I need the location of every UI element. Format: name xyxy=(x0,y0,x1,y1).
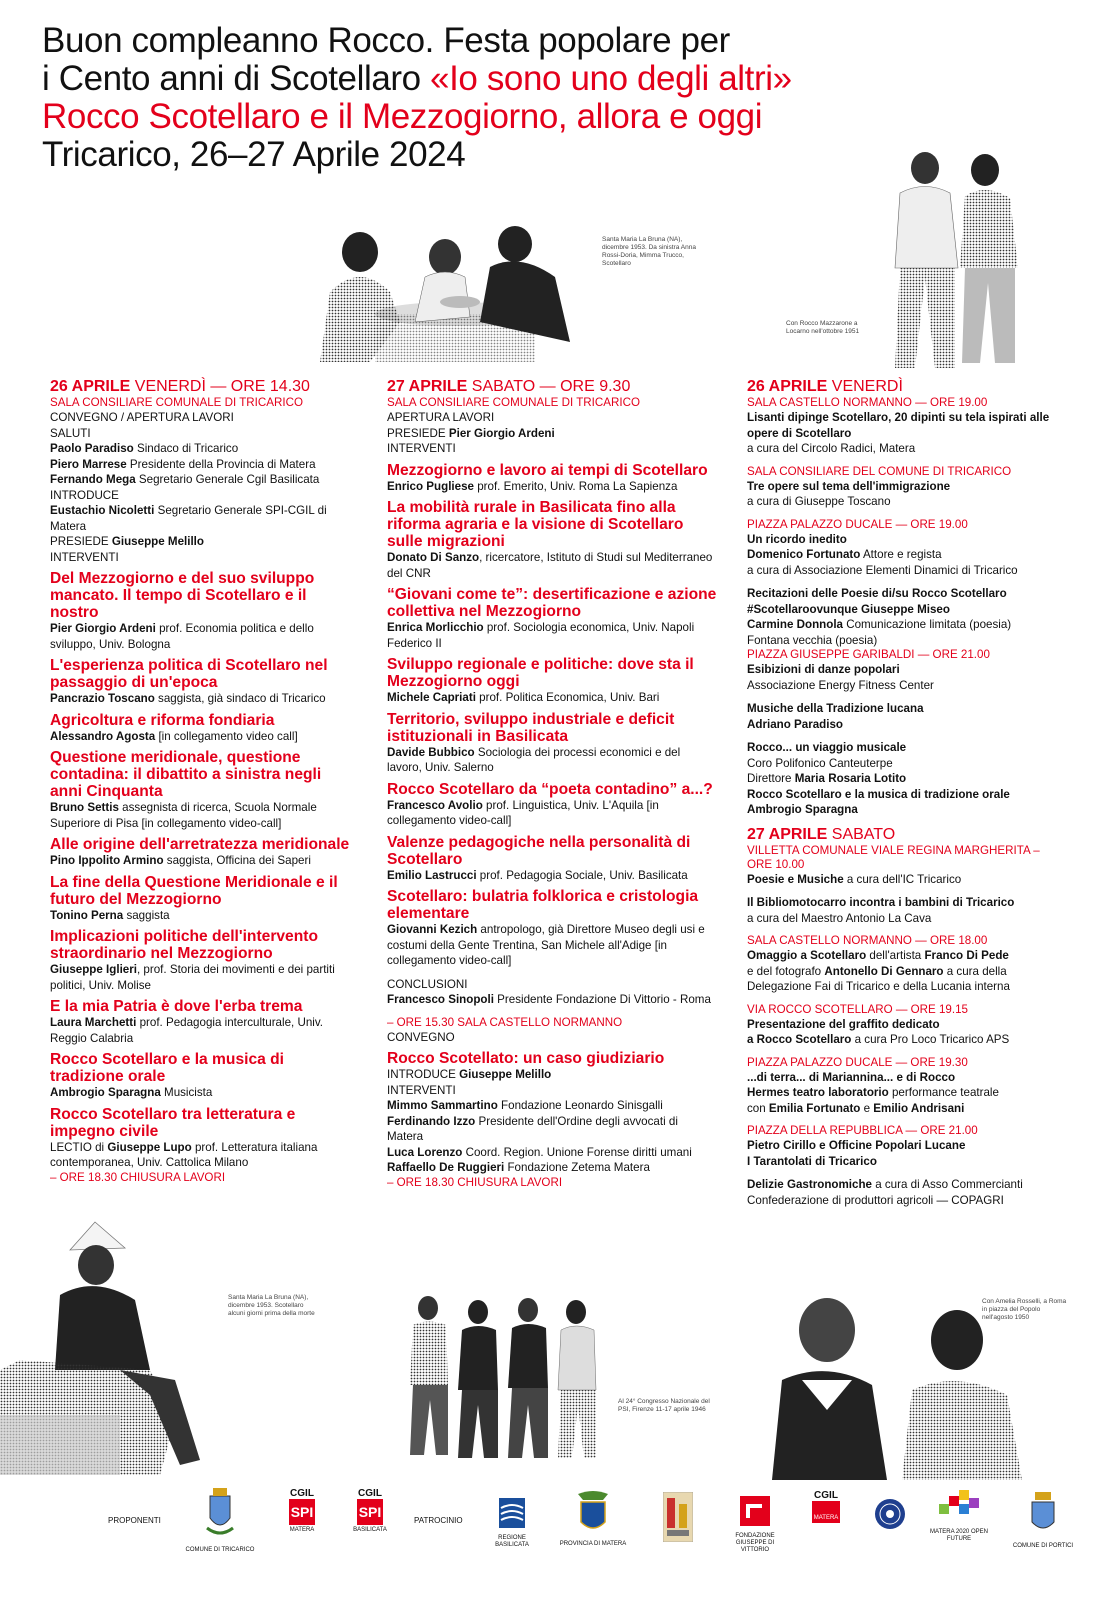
talk-title: Scotellaro: bulatria folklorica e cristologia elementare xyxy=(387,888,699,922)
talk-title: Valenze pedagogiche nella personalità di Scotellaro xyxy=(387,833,691,868)
event-title: Rocco Scotellaro e la musica di tradizione orale xyxy=(747,787,1010,801)
venue: SALA CONSILIARE DEL COMUNE DI TRICARICO xyxy=(747,464,1012,478)
venue: SALA CASTELLO NORMANNO — ORE 18.00 xyxy=(747,934,988,947)
logo-fondazione-di-vittorio: FONDAZIONE GIUSEPPE DI VITTORIO xyxy=(726,1496,784,1554)
talk-title: Agricoltura e riforma fondiaria xyxy=(50,711,275,729)
event-title: Recitazioni delle Poesie di/su Rocco Scotellaro xyxy=(747,587,1007,600)
program-column-april-26: 26 APRILE VENERDÌ — ORE 14.30 SALA CONSILIARE COMUNALE DI TRICARICO CONVEGNO / APERTURA LAVORI SALUTI Paolo Paradiso Sindaco di Tricarico Piero Marrese Presidente della Provincia di Matera Fernando Mega Segretario Generale Cgil Basilicata INTRODUCE Eustachio Nicoletti Segretario Generale SPI-CGIL di Matera PRESIEDE Giuseppe Melillo INTERVENTI Del Mezzogiorno e del suo sviluppo mancato. Il tempo di Scotellaro e il nostro Pier Giorgio Ardeni prof. Economia politica e dello sviluppo, Univ. Bologna L'esperienza politica di Scotellaro nel passaggio di un'epoca Pancrazio Toscano saggista, già sindaco di Tricarico Agricoltura e riforma fondiaria Alessandro Agosta [in collegamento video call] Questione meridionale, questione contadina: il dibattito a sinistra negli anni Cinquanta Bruno Settis assegnista di ricerca, Scuola Normale Superiore di Pisa [in collegamento video-call] Alle origine dell'arretratezza meridionale Pino Ippolito Armino saggista, Officina dei Saperi La fine della Questione Meridionale e il futuro del Mezzogiorno Tonino Perna saggista Implicazioni politiche dell'intervento straordinario nel Mezzogiorno Giuseppe Iglieri, prof. Storia dei movimenti e dei partiti politici, Univ. Molise E la mia Patria è dove l'erba trema Laura Marchetti prof. Pedagogia interculturale, Univ. Reggio Calabria Rocco Scotellaro e la musica di tradizione orale Ambrogio Sparagna Musicista Rocco Scotellaro tra letteratura e impegno civile LECTIO di Giuseppe Lupo prof. Letteratura italiana contemporanea, Univ. Cattolica Milano – ORE 18.30 CHIUSURA LAVORI xyxy=(50,378,355,1185)
venue: PIAZZA PALAZZO DUCALE — ORE 19.30 xyxy=(747,1055,968,1069)
event-title: Tre opere sul tema dell'immigrazione xyxy=(747,479,951,493)
day-heading: 26 APRILE VENERDÌ xyxy=(747,378,903,395)
caption-photo-5: Con Amelia Rosselli, a Roma in piazza del Popolo nell'agosto 1950 xyxy=(982,1298,1067,1321)
crest-icon xyxy=(205,1488,235,1540)
caption-photo-3: Santa Maria La Bruna (NA), dicembre 1953. Scotellaro alcuni giorni prima della morte xyxy=(228,1294,315,1317)
speaker: Piero Marrese Presidente della Provincia di Matera xyxy=(50,457,316,471)
crest-icon xyxy=(573,1490,613,1534)
speaker: Bruno Settis assegnista di ricerca, Scuola Normale Superiore di Pisa [in collegamento video-call] xyxy=(50,801,317,830)
photo-table-group xyxy=(310,222,595,362)
footer-logos xyxy=(0,1478,1120,1588)
events-column: 26 APRILE VENERDÌ SALA CASTELLO NORMANNO — ORE 19.00 Lisanti dipinge Scotellaro, 20 dipinti su tela ispirati alle opere di Scotellaro a cura del Circolo Radici, Matera SALA CONSILIARE DEL COMUNE DI TRICARICO Tre opere sul tema dell'immigrazione a cura di Giuseppe Toscano PIAZZA PALAZZO DUCALE — ORE 19.00 Un ricordo inedito Domenico Fortunato Attore e regista a cura di Associazione Elementi Dinamici di Tricarico Recitazioni delle Poesie di/su Rocco Scotellaro #Scotellaroovunque Giuseppe Miseo Carmine Donnola Comunicazione limitata (poesia) Fontana vecchia (poesia) PIAZZA GIUSEPPE GARIBALDI — ORE 21.00 Esibizioni di danze popolari Associazione Energy Fitness Center Musiche della Tradizione lucana Adriano Paradiso Rocco... un viaggio musicale Coro Polifonico Canteuterpe Direttore Maria Rosaria Lotito Rocco Scotellaro e la musica di tradizione orale Ambrogio Sparagna 27 APRILE SABATO VILLETTA COMUNALE VIALE REGINA MARGHERITA – ORE 10.00 Poesie e Musiche a cura dell'IC Tricarico Il Bibliomotocarro incontra i bambini di Tricarico a cura del Maestro Antonio La Cava SALA CASTELLO NORMANNO — ORE 18.00 Omaggio a Scotellaro dell'artista Franco Di Pede e del fotografo Antonello Di Gennaro a cura della Delegazione Fai di Tricarico e della Lucania interna VIA ROCCO SCOTELLARO — ORE 19.15 Presentazione del graffito dedicato a Rocco Scotellaro a cura Pro Loco Tricarico APS PIAZZA PALAZZO DUCALE — ORE 19.30 ...di terra... di Mariannina... e di Rocco Hermes teatro laboratorio performance teatrale con Emilia Fortunato e Emilio Andrisani PIAZZA DELLA REPUBBLICA — ORE 21.00 Pietro Cirillo e Officine Popolari Lucane I Tarantolati di Tricarico Delizie Gastronomiche a cura di Asso Commercianti Confederazione di produttori agricoli — COPAGRI xyxy=(747,378,1065,1208)
speaker: Donato Di Sanzo, ricercatore, Istituto di Studi sul Mediterraneo del CNR xyxy=(387,551,713,580)
logo-festival xyxy=(662,1492,694,1549)
speaker: Giovanni Kezich antropologo, già Direttore Museo degli usi e costumi della Gente Trentina, San Michele all'Adige [in collegamento video-call] xyxy=(387,923,705,967)
event-title: Pietro Cirillo e Officine Popolari Lucane xyxy=(747,1139,966,1152)
venue: – ORE 15.30 SALA CASTELLO NORMANNO xyxy=(387,1015,623,1029)
matera-2020-icon xyxy=(939,1490,979,1522)
region-wave-icon xyxy=(499,1498,525,1528)
talk-title: L'esperienza politica di Scotellaro nel passaggio di un'epoca xyxy=(50,657,328,691)
logo-university-seal xyxy=(872,1498,908,1537)
speaker: Michele Capriati prof. Politica Economica, Univ. Bari xyxy=(387,691,660,704)
venue: SALA CASTELLO NORMANNO — ORE 19.00 xyxy=(747,396,988,409)
talk-title: Sviluppo regionale e politiche: dove sta il Mezzogiorno oggi xyxy=(387,656,694,690)
venue: SALA CONSILIARE COMUNALE DI TRICARICO xyxy=(387,396,640,409)
crest-icon xyxy=(1029,1492,1057,1536)
speaker: Davide Bubbico Sociologia dei processi economici e del lavoro, Univ. Salerno xyxy=(387,745,681,774)
day-heading: 26 APRILE VENERDÌ — ORE 14.30 xyxy=(50,378,310,395)
venue: VILLETTA COMUNALE VIALE REGINA MARGHERITA – ORE 10.00 xyxy=(747,843,1040,871)
event-title: Lisanti dipinge Scotellaro, 20 dipinti su tela ispirati alle opere di Scotellaro xyxy=(747,411,1050,440)
logo-cgil-matera: CGIL MATERA xyxy=(813,1490,839,1521)
logo-comune-tricarico: COMUNE DI TRICARICO xyxy=(180,1488,260,1554)
venue: PIAZZA PALAZZO DUCALE — ORE 19.00 xyxy=(747,517,968,531)
title-line-1: Buon compleanno Rocco. Festa popolare per xyxy=(42,21,730,60)
closing: – ORE 18.30 CHIUSURA LAVORI xyxy=(387,1175,563,1189)
logo-provincia-matera: PROVINCIA DI MATERA xyxy=(553,1490,633,1548)
day-heading: 27 APRILE SABATO xyxy=(747,825,896,843)
speaker: Enrico Pugliese prof. Emerito, Univ. Roma La Sapienza xyxy=(387,479,678,493)
speaker: Paolo Paradiso Sindaco di Tricarico xyxy=(50,442,239,455)
speaker: Enrica Morlicchio prof. Sociologia economica, Univ. Napoli Federico II xyxy=(387,621,695,650)
speaker: Giuseppe Iglieri, prof. Storia dei movimenti e dei partiti politici, Univ. Molise xyxy=(50,963,335,992)
photo-four-men-walking xyxy=(398,1290,608,1465)
venue: SALA CONSILIARE COMUNALE DI TRICARICO xyxy=(50,396,303,409)
speaker: Tonino Perna saggista xyxy=(50,908,170,922)
speaker: Pier Giorgio Ardeni prof. Economia politica e dello sviluppo, Univ. Bologna xyxy=(50,622,314,651)
talk-title: E la mia Patria è dove l'erba trema xyxy=(50,998,303,1015)
talk-title: Implicazioni politiche dell'intervento straordinario nel Mezzogiorno xyxy=(50,928,318,962)
festival-logo-icon xyxy=(663,1492,693,1542)
logo-matera-2020: MATERA 2020 OPEN FUTURE xyxy=(928,1490,990,1543)
talk-title: Del Mezzogiorno e del suo sviluppo mancato. Il tempo di Scotellaro e il nostro xyxy=(50,570,315,621)
speaker: Pino Ippolito Armino saggista, Officina dei Saperi xyxy=(50,854,311,867)
talk-title: La mobilità rurale in Basilicata fino alla riforma agraria e la visione di Scotellaro sulle migrazioni xyxy=(387,499,684,550)
speaker: Luca Lorenzo Coord. Region. Unione Forense diritti umani xyxy=(387,1145,692,1159)
day-heading: 27 APRILE SABATO — ORE 9.30 xyxy=(387,378,631,395)
speaker: Emilio Lastrucci prof. Pedagogia Sociale, Univ. Basilicata xyxy=(387,868,688,882)
event-title: Presentazione del graffito dedicato xyxy=(747,1017,940,1031)
venue: PIAZZA GIUSEPPE GARIBALDI — ORE 21.00 xyxy=(747,648,990,661)
logo-cgil-spi-basilicata: CGIL SPI BASILICATA xyxy=(353,1488,387,1533)
talk-title: Rocco Scotellaro tra letteratura e impegno civile xyxy=(50,1105,296,1140)
speaker: Pancrazio Toscano saggista, già sindaco di Tricarico xyxy=(50,692,326,705)
event-title: Musiche della Tradizione lucana xyxy=(747,702,924,715)
closing: – ORE 18.30 CHIUSURA LAVORI xyxy=(50,1170,226,1184)
logo-regione-basilicata: REGIONE BASILICATA xyxy=(482,1498,542,1549)
speaker: LECTIO di Giuseppe Lupo prof. Letteratura italiana contemporanea, Univ. Cattolica Milano xyxy=(50,1140,318,1169)
event-title: Il Bibliomotocarro incontra i bambini di Tricarico xyxy=(747,896,1015,909)
caption-photo-2: Con Rocco Mazzarone a Locarno nell'ottobre 1951 xyxy=(786,320,860,335)
title-quote: «Io sono uno degli altri» xyxy=(430,59,792,98)
speaker: Laura Marchetti prof. Pedagogia interculturale, Univ. Reggio Calabria xyxy=(50,1016,324,1045)
logo-cgil-spi-matera: CGIL SPI MATERA xyxy=(289,1488,315,1533)
title-line-4: Tricarico, 26–27 Aprile 2024 xyxy=(42,135,466,174)
caption-photo-4: Al 24° Congresso Nazionale del PSI, Firenze 11-17 aprile 1946 xyxy=(618,1398,710,1413)
talk-title: Territorio, sviluppo industriale e deficit istituzionali in Basilicata xyxy=(387,710,675,745)
talk-title: La fine della Questione Meridionale e il futuro del Mezzogiorno xyxy=(50,873,338,908)
title-line-3: Rocco Scotellaro e il Mezzogiorno, allora e oggi xyxy=(42,97,763,136)
photo-man-paper-hat xyxy=(0,1220,220,1475)
venue: PIAZZA DELLA REPUBBLICA — ORE 21.00 xyxy=(747,1124,978,1137)
university-seal-icon xyxy=(874,1498,906,1530)
foundation-logo-icon xyxy=(740,1496,770,1526)
event-title: Esibizioni di danze popolari xyxy=(747,663,900,676)
speaker: Ambrogio Sparagna Musicista xyxy=(50,1086,213,1099)
proponenti-label: PROPONENTI xyxy=(108,1516,161,1525)
speaker: Alessandro Agosta [in collegamento video call] xyxy=(50,729,298,743)
event-title: Rocco... un viaggio musicale xyxy=(747,741,907,754)
talk-title: Rocco Scotellato: un caso giudiziario xyxy=(387,1050,665,1067)
event-title: ...di terra... di Mariannina... e di Rocco xyxy=(747,1070,956,1084)
speaker: Francesco Sinopoli Presidente Fondazione Di Vittorio - Roma xyxy=(387,993,711,1006)
title-line-2: i Cento anni di Scotellaro «Io sono uno degli altri» xyxy=(42,59,792,98)
speaker: Eustachio Nicoletti Segretario Generale SPI-CGIL di Matera xyxy=(50,504,327,533)
talk-title: Questione meridionale, questione contadina: il dibattito a sinistra negli anni Cinquanta xyxy=(50,749,322,800)
program-column-april-27: 27 APRILE SABATO — ORE 9.30 SALA CONSILIARE COMUNALE DI TRICARICO APERTURA LAVORI PRESIEDE Pier Giorgio Ardeni INTERVENTI Mezzogiorno e lavoro ai tempi di Scotellaro Enrico Pugliese prof. Emerito, Univ. Roma La Sapienza La mobilità rurale in Basilicata fino alla riforma agraria e la visione di Scotellaro sulle migrazioni Donato Di Sanzo, ricercatore, Istituto di Studi sul Mediterraneo del CNR “Giovani come te”: desertificazione e azione collettiva nel Mezzogiorno Enrica Morlicchio prof. Sociologia economica, Univ. Napoli Federico II Sviluppo regionale e politiche: dove sta il Mezzogiorno oggi Michele Capriati prof. Politica Economica, Univ. Bari Territorio, sviluppo industriale e deficit istituzionali in Basilicata Davide Bubbico Sociologia dei processi economici e del lavoro, Univ. Salerno Rocco Scotellaro da “poeta contadino” a...? Francesco Avolio prof. Linguistica, Univ. L'Aquila [in collegamento video-call] Valenze pedagogiche nella personalità di Scotellaro Emilio Lastrucci prof. Pedagogia Sociale, Univ. Basilicata Scotellaro: bulatria folklorica e cristologia elementare Giovanni Kezich antropologo, già Direttore Museo degli usi e costumi della Gente Trentina, San Michele all'Adige [in collegamento video-call] CONCLUSIONI Francesco Sinopoli Presidente Fondazione Di Vittorio - Roma – ORE 15.30 SALA CASTELLO NORMANNO CONVEGNO Rocco Scotellato: un caso giudiziario INTRODUCE Giuseppe Melillo INTERVENTI Mimmo Sammartino Fondazione Leonardo Sinisgalli Ferdinando Izzo Presidente dell'Ordine degli avvocati di Matera Luca Lorenzo Coord. Region. Unione Forense diritti umani Raffaello De Ruggieri Fondazione Zetema Matera – ORE 18.30 CHIUSURA LAVORI xyxy=(387,378,717,1189)
event-title: Un ricordo inedito xyxy=(747,532,847,546)
talk-title: Rocco Scotellaro da “poeta contadino” a...? xyxy=(387,780,713,798)
talk-title: Alle origine dell'arretratezza meridionale xyxy=(50,836,350,853)
speaker: Mimmo Sammartino Fondazione Leonardo Sinisgalli xyxy=(387,1099,663,1112)
venue: VIA ROCCO SCOTELLARO — ORE 19.15 xyxy=(747,1002,968,1016)
talk-title: Rocco Scotellaro e la musica di tradizione orale xyxy=(50,1051,284,1085)
speaker: Raffaello De Ruggieri Fondazione Zetema Matera xyxy=(387,1161,650,1174)
patrocinio-label: PATROCINIO xyxy=(414,1516,463,1525)
speaker: Ferdinando Izzo Presidente dell'Ordine degli avvocati di Matera xyxy=(387,1114,678,1143)
talk-title: Mezzogiorno e lavoro ai tempi di Scotellaro xyxy=(387,461,708,479)
speaker: Francesco Avolio prof. Linguistica, Univ. L'Aquila [in collegamento video-call] xyxy=(387,798,659,827)
logo-comune-portici: COMUNE DI PORTICI xyxy=(1010,1492,1076,1550)
photo-two-men-walking xyxy=(870,138,1040,378)
caption-photo-1: Santa Maria La Bruna (NA), dicembre 1953. Da sinistra Anna Rossi-Doria, Mimma Trucco, Scotellaro xyxy=(602,236,696,267)
speaker: Fernando Mega Segretario Generale Cgil Basilicata xyxy=(50,473,320,486)
talk-title: “Giovani come te”: desertificazione e azione collettiva nel Mezzogiorno xyxy=(387,586,717,620)
